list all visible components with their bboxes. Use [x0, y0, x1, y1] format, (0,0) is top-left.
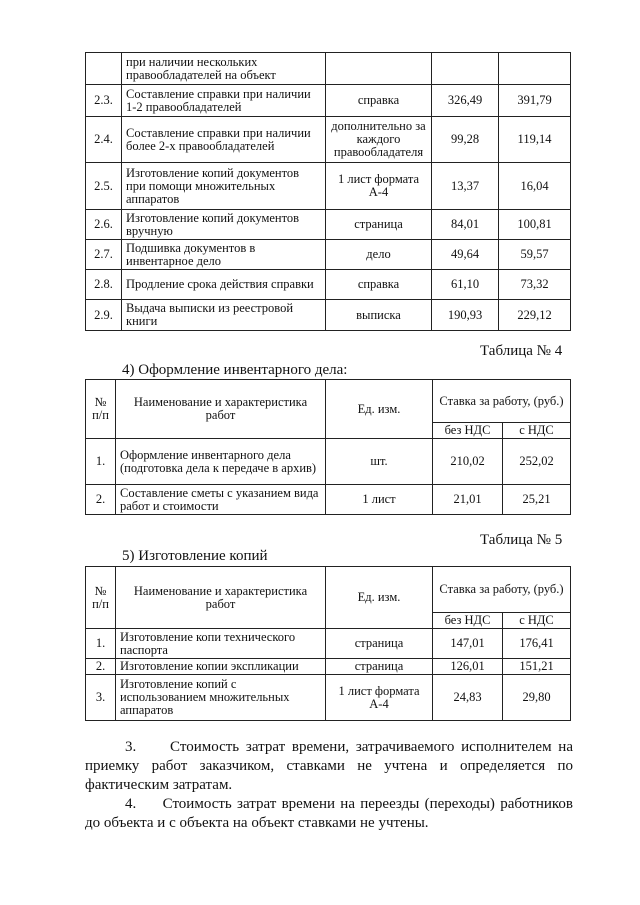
work-name: при наличии нескольких правообладателей на объект — [122, 53, 326, 85]
rate-with-vat: 73,32 — [499, 270, 571, 300]
rate-without-vat: 326,49 — [432, 85, 499, 117]
header-rate: Ставка за работу, (руб.) — [433, 567, 571, 613]
unit: шт. — [326, 439, 433, 485]
header-unit: Ед. изм. — [326, 567, 433, 629]
table4-subtitle: 4) Оформление инвентарного дела: — [122, 362, 348, 378]
unit: справка — [326, 270, 432, 300]
table-row — [86, 53, 571, 85]
unit: страница — [326, 210, 432, 240]
row-number: 2.6. — [86, 210, 122, 240]
rate-without-vat: 147,01 — [433, 629, 503, 659]
unit: 1 лист — [326, 485, 433, 515]
paragraph-number: 4. — [125, 796, 137, 812]
rate-with-vat: 391,79 — [499, 85, 571, 117]
table-row — [86, 629, 571, 659]
row-number: 2. — [86, 659, 116, 675]
unit: 1 лист формата А-4 — [326, 163, 432, 210]
rate-with-vat: 25,21 — [503, 485, 571, 515]
work-name: Продление срока действия справки — [122, 270, 326, 300]
table-row — [86, 270, 571, 300]
header-name: Наименование и характеристика работ — [116, 380, 326, 439]
table-row — [86, 439, 571, 485]
row-number: 2.4. — [86, 117, 122, 163]
rate-with-vat: 229,12 — [499, 300, 571, 331]
rate-without-vat: 99,28 — [432, 117, 499, 163]
paragraph-3 — [85, 738, 573, 795]
row-number: 1. — [86, 439, 116, 485]
row-number: 2. — [86, 485, 116, 515]
unit: выписка — [326, 300, 432, 331]
header-with-vat: с НДС — [503, 613, 571, 629]
paragraph-text: Стоимость затрат времени, затрачиваемого исполнителем на приемку работ заказчиком, ставками не учтена и определяется по фактическим затратам. — [85, 739, 573, 793]
work-name: Изготовление копи технического паспорта — [116, 629, 326, 659]
table5-caption: Таблица № 5 — [480, 532, 563, 548]
paragraph-number: 3. — [125, 739, 137, 755]
work-name: Выдача выписки из реестровой книги — [122, 300, 326, 331]
row-number: 3. — [86, 675, 116, 721]
row-number: 2.7. — [86, 240, 122, 270]
rate-with-vat: 29,80 — [503, 675, 571, 721]
rate-with-vat: 119,14 — [499, 117, 571, 163]
unit — [326, 53, 432, 85]
unit: страница — [326, 629, 433, 659]
table5 — [85, 566, 571, 721]
rate-with-vat: 252,02 — [503, 439, 571, 485]
header-unit: Ед. изм. — [326, 380, 433, 439]
table-row — [86, 240, 571, 270]
work-name: Оформление инвентарного дела (подготовка дела к передаче в архив) — [116, 439, 326, 485]
work-name: Составление сметы с указанием вида работ и стоимости — [116, 485, 326, 515]
table5-subtitle: 5) Изготовление копий — [122, 548, 268, 564]
unit: страница — [326, 659, 433, 675]
rate-with-vat — [499, 53, 571, 85]
table-row — [86, 675, 571, 721]
header-with-vat: с НДС — [503, 423, 571, 439]
table-row — [86, 485, 571, 515]
rate-with-vat: 151,21 — [503, 659, 571, 675]
work-name: Изготовление копии экспликации — [116, 659, 326, 675]
header-number: № п/п — [86, 380, 116, 439]
row-number — [86, 53, 122, 85]
header-number: № п/п — [86, 567, 116, 629]
table-row — [86, 85, 571, 117]
paragraph-4 — [85, 795, 573, 833]
header-rate: Ставка за работу, (руб.) — [433, 380, 571, 423]
rate-with-vat: 176,41 — [503, 629, 571, 659]
header-without-vat: без НДС — [433, 423, 503, 439]
work-name: Изготовление копий документов вручную — [122, 210, 326, 240]
rate-without-vat: 49,64 — [432, 240, 499, 270]
header-name: Наименование и характеристика работ — [116, 567, 326, 629]
table-row — [86, 163, 571, 210]
rate-without-vat: 126,01 — [433, 659, 503, 675]
rate-without-vat: 21,01 — [433, 485, 503, 515]
table-row — [86, 210, 571, 240]
work-name: Изготовление копий документов при помощи множительных аппаратов — [122, 163, 326, 210]
unit: 1 лист формата А-4 — [326, 675, 433, 721]
row-number: 2.3. — [86, 85, 122, 117]
unit: дело — [326, 240, 432, 270]
work-name: Составление справки при наличии более 2-х правообладателей — [122, 117, 326, 163]
table-row — [86, 300, 571, 331]
work-name: Подшивка документов в инвентарное дело — [122, 240, 326, 270]
rate-without-vat: 61,10 — [432, 270, 499, 300]
work-name: Изготовление копий с использованием множительных аппаратов — [116, 675, 326, 721]
row-number: 2.8. — [86, 270, 122, 300]
paragraph-text: Стоимость затрат времени на переезды (переходы) работников до объекта и с объекта на объект ставками не учтены. — [85, 796, 574, 831]
row-number: 2.9. — [86, 300, 122, 331]
rate-without-vat: 13,37 — [432, 163, 499, 210]
rate-with-vat: 16,04 — [499, 163, 571, 210]
table-top — [85, 52, 571, 331]
row-number: 1. — [86, 629, 116, 659]
rate-without-vat: 210,02 — [433, 439, 503, 485]
unit: дополнительно за каждого правообладателя — [326, 117, 432, 163]
rate-without-vat: 84,01 — [432, 210, 499, 240]
rate-with-vat: 59,57 — [499, 240, 571, 270]
row-number: 2.5. — [86, 163, 122, 210]
unit: справка — [326, 85, 432, 117]
header-without-vat: без НДС — [433, 613, 503, 629]
rate-without-vat: 24,83 — [433, 675, 503, 721]
table4-caption: Таблица № 4 — [480, 343, 563, 359]
rate-without-vat — [432, 53, 499, 85]
table4 — [85, 379, 571, 515]
table-row — [86, 659, 571, 675]
table-row — [86, 117, 571, 163]
work-name: Составление справки при наличии 1-2 правообладателей — [122, 85, 326, 117]
rate-without-vat: 190,93 — [432, 300, 499, 331]
rate-with-vat: 100,81 — [499, 210, 571, 240]
